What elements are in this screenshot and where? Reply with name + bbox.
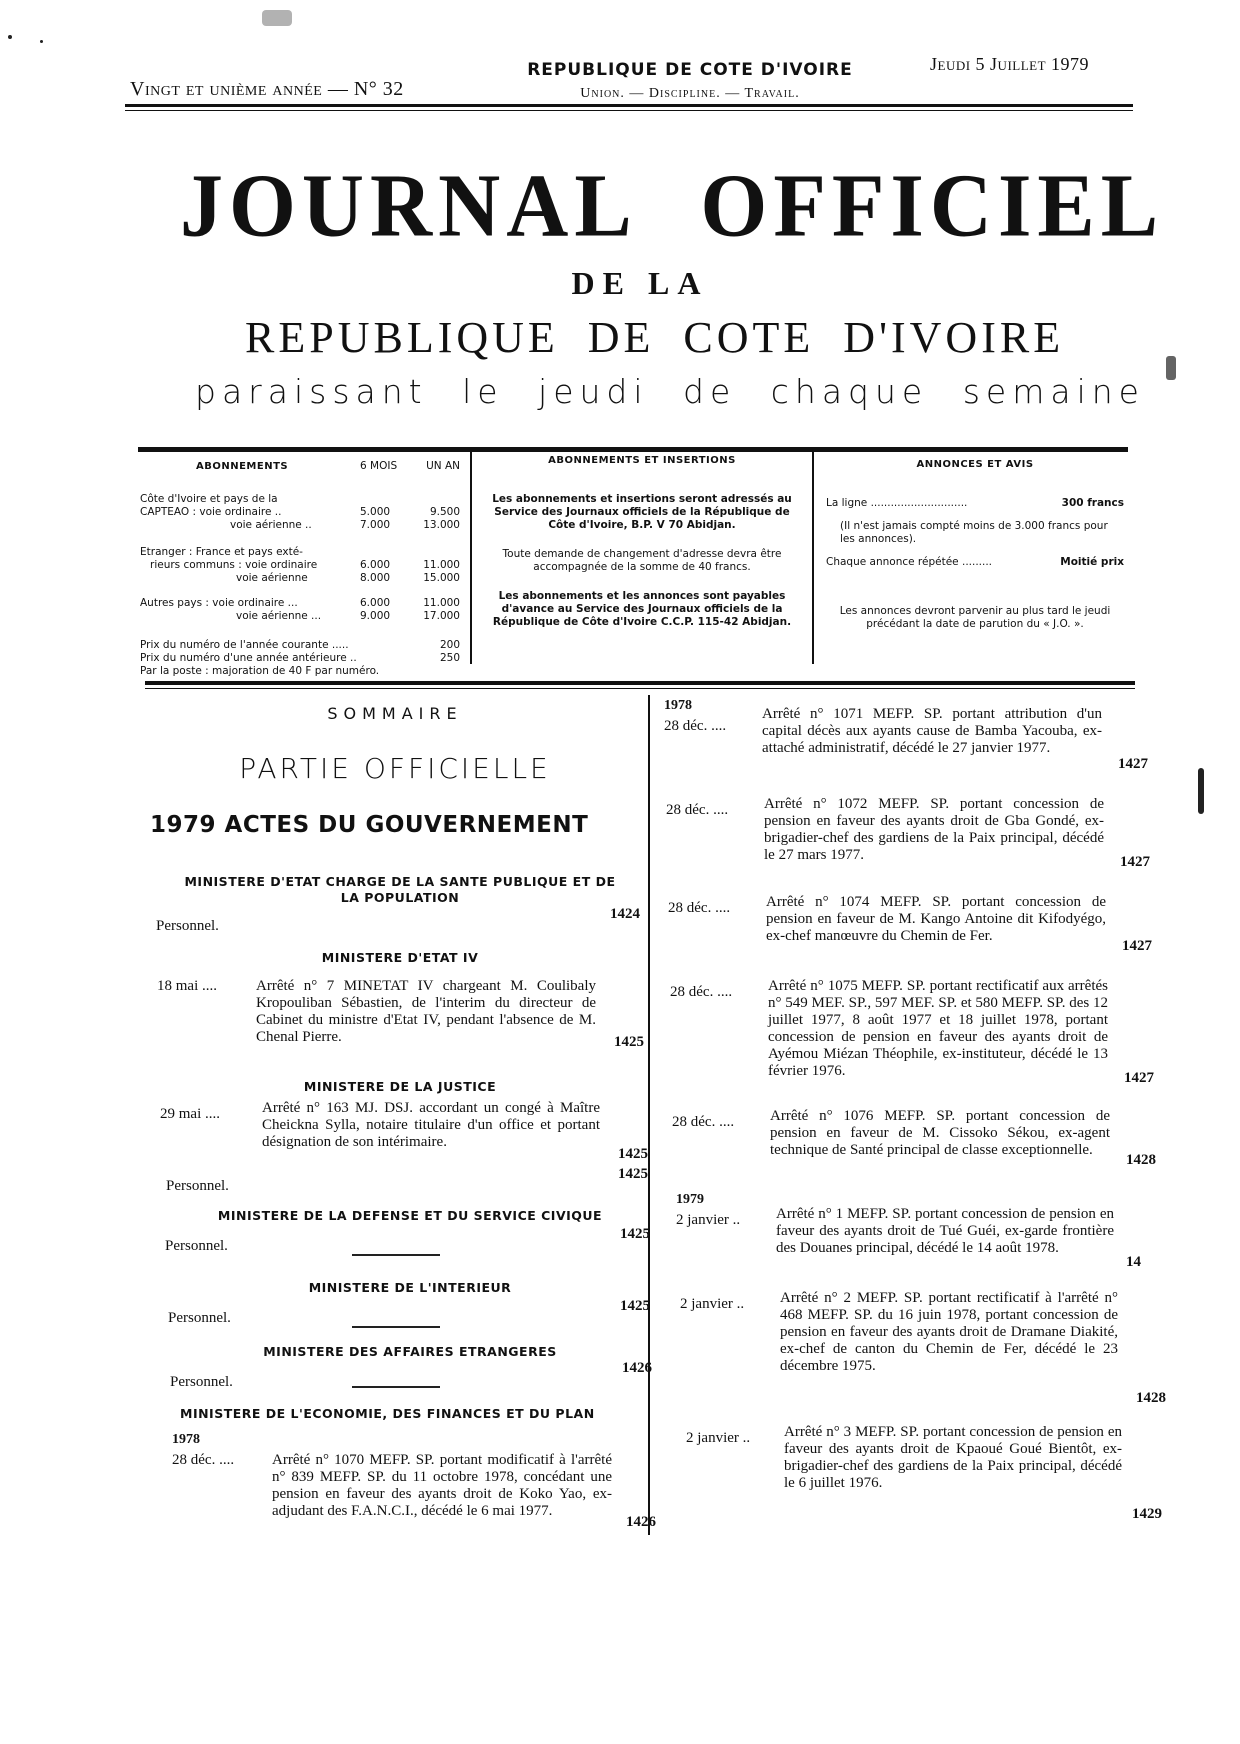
annonces-heading: ANNONCES ET AVIS: [916, 459, 1034, 470]
top-rule-thin: [125, 110, 1133, 111]
insertions-heading: ABONNEMENTS ET INSERTIONS: [548, 455, 736, 466]
entry-date: 28 déc. ....: [670, 984, 733, 1000]
page-ref: 1425: [614, 1034, 644, 1050]
entry-date: 2 janvier ..: [680, 1296, 745, 1312]
edition-number: Vingt et unième année — N° 32: [130, 78, 404, 100]
personnel-label: Personnel.: [165, 1238, 228, 1254]
annonces-block: [826, 458, 1124, 631]
masthead-de-la: DE LA: [571, 265, 709, 301]
entry-date: 28 déc. ....: [668, 900, 731, 916]
info-box-divider-1: [470, 452, 472, 664]
scan-artifact: [8, 35, 12, 39]
year-label: 1978: [664, 698, 692, 713]
issue-date: Jeudi 5 Juillet 1979: [930, 54, 1090, 74]
insertions-address: Les abonnements et insertions seront adressés au Service des Journaux officiels de la République de Côte d'Ivoire, B.P. V 70 Abidjan.: [492, 493, 792, 531]
subscription-row: Autres pays : voie ordinaire ... 6.000 11.000: [140, 597, 460, 609]
price-row: Prix du numéro d'une année antérieure .. 250: [140, 652, 460, 664]
separator-rule: [352, 1386, 440, 1388]
annonces-deadline: Les annonces devront parvenir au plus tard le jeudi précédant la date de parution du « J.O. ».: [839, 605, 1111, 630]
page-ref: 1427: [1120, 854, 1150, 870]
ministry-heading: MINISTERE DE LA DEFENSE ET DU SERVICE CIVIQUE: [217, 1208, 603, 1223]
page-ref: 1424: [610, 906, 640, 922]
col-6mois: 6 MOIS: [360, 460, 398, 472]
entry-text: Arrêté n° 1076 MEFP. SP. portant concession de pension en faveur de M. Cissoko Sékou, ex-agent technique de Santé principal de classe exceptionnelle.: [770, 1108, 1110, 1158]
entry-date: 28 déc. ....: [666, 802, 729, 818]
entry-text: Arrêté n° 3 MEFP. SP. portant concession de pension en faveur des ayants droit de Kpaoué Goué Bientôt, ex-brigadier-chef des gardiens de la Paix principal, décédé le 6 juillet 1976.: [784, 1424, 1122, 1491]
personnel-label: Personnel.: [168, 1310, 231, 1326]
entry-date: 29 mai ....: [160, 1106, 220, 1122]
scan-artifact: [40, 40, 43, 43]
repetee-label: Chaque annonce répétée .........: [826, 556, 993, 568]
info-box-bottom-rule-thin: [145, 688, 1135, 689]
entry-text: Arrêté n° 1075 MEFP. SP. portant rectificatif aux arrêtés n° 549 MEF. SP., 597 MEF. SP. et 580 MEFP. SP. des 12 juillet 1977, 8 août 1977 et 18 juillet 1978, portant concession de pension en faveur des ayants droit de Ayémou Miézan Théophile, ex-instituteur, décédé le 13 février 1976.: [768, 978, 1108, 1079]
subscription-row: voie aérienne ... 9.000 17.000: [236, 610, 460, 622]
year-label: 1979: [676, 1192, 704, 1207]
page-ref: 1428: [1136, 1390, 1166, 1406]
page-ref: 1425: [618, 1166, 648, 1182]
insertions-payment: Les abonnements et les annonces sont payables d'avance au Service des Journaux officiels de la République de Côte d'Ivoire C.C.P. 115-42 Abidjan.: [492, 590, 792, 628]
entry-text: Arrêté n° 163 MJ. DSJ. accordant un congé à Maître Cheickna Sylla, notaire titulaire d'un office et portant désignation de son intérimaire.: [262, 1100, 600, 1150]
masthead-tagline: paraissant le jeudi de chaque semaine: [195, 372, 1145, 411]
repetee-value: Moitié prix: [1060, 556, 1124, 568]
scan-artifact: [262, 10, 292, 26]
republic-header: [500, 60, 880, 102]
ministry-heading: MINISTERE DES AFFAIRES ETRANGERES: [263, 1344, 557, 1359]
page-ref: 1425: [620, 1298, 650, 1314]
personnel-label: Personnel.: [166, 1178, 229, 1194]
ministry-heading: MINISTERE DE LA JUSTICE: [303, 1079, 497, 1094]
ministry-heading: MINISTERE DE L'INTERIEUR: [308, 1280, 512, 1295]
entry-date: 28 déc. ....: [172, 1452, 235, 1468]
separator-rule: [352, 1254, 440, 1256]
subscription-row: Etranger : France et pays exté-: [140, 546, 303, 558]
subscription-row: rieurs communs : voie ordinaire 6.000 11.000: [150, 559, 460, 571]
page-ref: 1428: [1126, 1152, 1156, 1168]
entry-text: Arrêté n° 2 MEFP. SP. portant rectificatif à l'arrêté n° 468 MEFP. SP. du 16 juin 1978, portant concession de pension en faveur des ayants droit de Dramane Diakité, ex-chef de canton du Chemin de Fer, décédé le 23 décembre 1975.: [780, 1290, 1118, 1374]
page-ref: 1429: [1132, 1506, 1162, 1522]
page-ref: 1427: [1118, 756, 1148, 772]
page-ref: 1426: [622, 1360, 652, 1376]
insertions-change-address: Toute demande de changement d'adresse devra être accompagnée de la somme de 40 francs.: [502, 548, 782, 573]
page-ref: 14: [1126, 1254, 1141, 1270]
ligne-label: La ligne .............................: [826, 497, 968, 509]
personnel-label: Personnel.: [156, 918, 219, 934]
separator-rule: [352, 1326, 440, 1328]
entry-date: 2 janvier ..: [676, 1212, 741, 1228]
scan-artifact: [1198, 768, 1204, 814]
entry-text: Arrêté n° 1074 MEFP. SP. portant concession de pension en faveur de M. Kango Antoine dit Kifodyégo, ex-chef manœuvre du Chemin de Fer.: [766, 894, 1106, 944]
top-rule: [125, 104, 1133, 107]
entry-text: Arrêté n° 1072 MEFP. SP. portant concession de pension en faveur des ayants droit de Gba Gondé, ex-brigadier-chef des gardiens de la Paix principal, décédé le 27 mars 1977.: [764, 796, 1104, 863]
personnel-label: Personnel.: [170, 1374, 233, 1390]
ministry-heading: MINISTERE D'ETAT IV: [321, 950, 479, 965]
subscription-row: CAPTEAO : voie ordinaire .. 5.000 9.500: [140, 506, 460, 518]
entry-date: 28 déc. ....: [664, 718, 727, 734]
page-ref: 1425: [618, 1146, 648, 1162]
col-un-an: UN AN: [426, 460, 460, 472]
info-box-top-rule: [138, 447, 1128, 452]
price-row: Par la poste : majoration de 40 F par numéro.: [140, 665, 380, 677]
insertions-block: [482, 454, 802, 629]
actes-heading: 1979 ACTES DU GOUVERNEMENT: [150, 812, 589, 838]
subscription-row: Côte d'Ivoire et pays de la: [140, 493, 278, 505]
ligne-value: 300 francs: [1061, 497, 1124, 509]
info-box-divider-2: [812, 452, 814, 664]
subscription-row: voie aérienne 8.000 15.000: [236, 572, 460, 584]
page-ref: 1427: [1124, 1070, 1154, 1086]
entry-date: 2 janvier ..: [686, 1430, 751, 1446]
entry-text: Arrêté n° 7 MINETAT IV chargeant M. Coulibaly Kropouliban Sébastien, de l'interim du directeur de Cabinet du ministre d'Etat IV, pendant l'absence de M. Chenal Pierre.: [256, 978, 596, 1045]
price-row: Prix du numéro de l'année courante ..... 200: [140, 639, 460, 651]
subscription-row: voie aérienne .. 7.000 13.000: [230, 519, 460, 531]
page-ref: 1425: [620, 1226, 650, 1242]
ministry-heading: MINISTERE DE L'ECONOMIE, DES FINANCES ET DU PLAN: [180, 1406, 595, 1421]
masthead-republic: REPUBLIQUE DE COTE D'IVOIRE: [245, 313, 1065, 362]
scan-artifact: [1166, 356, 1176, 380]
partie-officielle: PARTIE OFFICIELLE: [239, 752, 551, 785]
page-ref: 1427: [1122, 938, 1152, 954]
info-box-bottom-rule: [145, 681, 1135, 685]
entry-text: Arrêté n° 1070 MEFP. SP. portant modificatif à l'arrêté n° 839 MEFP. SP. du 11 octobre 1978, concédant une pension en faveur des ayants droit de Koko Yao, ex-adjudant des F.A.N.C.I., décédé le 6 mai 1977.: [272, 1452, 612, 1519]
ministry-heading: MINISTERE D'ETAT CHARGE DE LA SANTE PUBLIQUE ET DE LA POPULATION: [184, 874, 616, 905]
entry-date: 28 déc. ....: [672, 1114, 735, 1130]
year-label: 1978: [172, 1432, 200, 1447]
sommaire-title: SOMMAIRE: [327, 704, 463, 723]
entry-date: 18 mai ....: [157, 978, 217, 994]
subscriptions-heading: ABONNEMENTS: [196, 461, 289, 472]
masthead-title: JOURNAL OFFICIEL: [180, 154, 1165, 256]
entry-text: Arrêté n° 1 MEFP. SP. portant concession de pension en faveur des ayants droit de Tué Guéi, ex-garde frontière des Douanes principal, décédé le 14 août 1978.: [776, 1206, 1114, 1256]
republic-header-title: REPUBLIQUE DE COTE D'IVOIRE: [527, 60, 853, 80]
annonces-note: (Il n'est jamais compté moins de 3.000 francs pour les annonces).: [840, 520, 1108, 545]
page-ref: 1426: [626, 1514, 656, 1530]
republic-motto: Union. — Discipline. — Travail.: [580, 86, 800, 101]
subscriptions-block: [140, 460, 460, 678]
entry-text: Arrêté n° 1071 MEFP. SP. portant attribution d'un capital décès aux ayants cause de Bamba Yacouba, ex-attaché administratif, décédé le 27 janvier 1977.: [762, 706, 1102, 756]
